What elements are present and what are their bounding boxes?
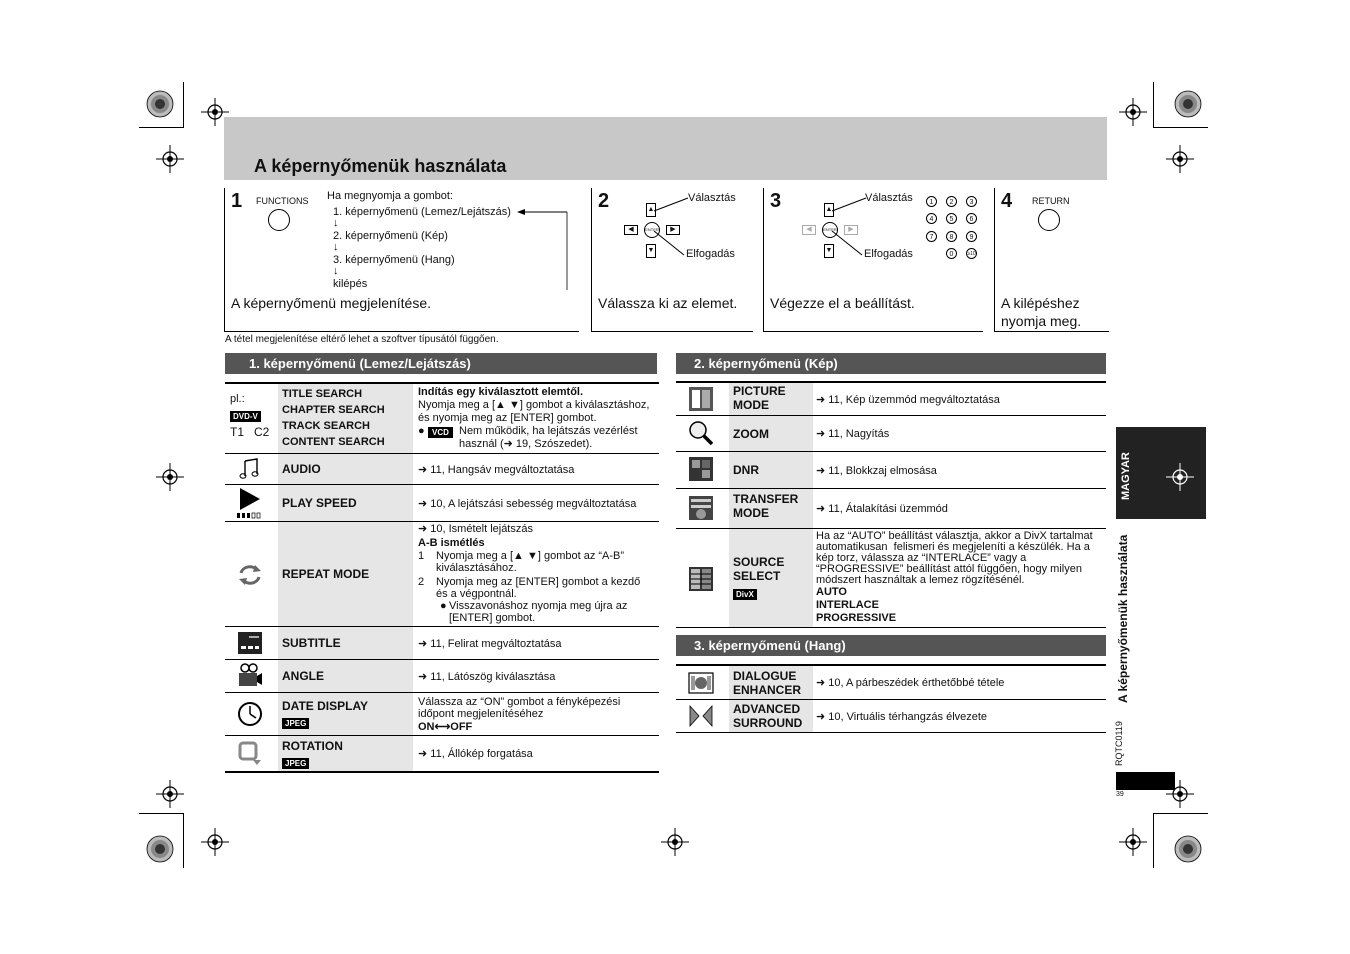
number-key-icon: 4 [926,213,937,224]
step-2-caption: Válassza ki az elemet. [598,295,738,311]
audio-label: AUDIO [278,454,413,484]
audio-desc: ➜ 11, Hangsáv megváltoztatása [418,463,575,476]
desc-line: Nem működik, ha lejátszás vezérlést [459,425,638,437]
desc-line: Ha az “AUTO” beállítást választja, akkor a DivX tartalmat [816,530,1093,542]
vcd-badge: VCD [428,427,453,438]
mode-label: MODE [733,506,769,520]
select-label: Választás [865,192,913,204]
step-num: 1 [418,550,425,562]
mode-label: MODE [733,398,769,412]
step-1-caption: A képernyőmenü megjelenítése. [231,295,432,311]
jpeg-badge: JPEG [282,758,309,769]
search-example [225,384,278,453]
table-row-dialogue-enhancer [676,666,1106,700]
music-note-icon [237,456,263,482]
transfer-mode-desc: ➜ 11, Átalakítási üzemmód [816,503,948,515]
table-row-rotation [225,736,659,771]
repeat-desc [418,522,659,626]
title-search: TITLE SEARCH [282,388,363,400]
desc-line: és a végpontnál. [436,588,517,600]
table-row-subtitle [225,627,659,660]
magnifier-icon [688,420,714,446]
source-label: SOURCE [733,555,785,569]
search-names [278,384,413,453]
step-number: 4 [1001,190,1013,212]
return-label: RETURN [1032,196,1070,206]
black-block [1116,772,1175,790]
desc-line: kép torz, válassza az “INTERLACE” vagy a [816,552,1027,564]
language-tab: MAGYAR [1120,452,1132,500]
subtitle-label: SUBTITLE [278,627,413,659]
desc-line: automatikusan felismeri és megjeleníti a készülék. Ha a [816,541,1090,553]
dialogue-enhancer-icon [688,670,714,696]
rotation-label: ROTATION [282,739,343,753]
number-key-icon: 7 [926,231,937,242]
example-prefix: pl.: [230,393,245,405]
transfer-mode-icon [688,495,714,521]
sequence-item: kilépés [333,278,368,290]
picture-label: PICTURE [733,384,786,398]
desc-line: Visszavonáshoz nyomja meg újra az [449,600,628,612]
down-key-icon: ▼ [824,244,834,258]
desc-line: Nyomja meg a [▲ ▼] gombot a kiválasztáshoz, [418,399,650,411]
bullet: ● [440,600,447,612]
bullet: ● [418,425,425,437]
step-1-intro: Ha megnyomja a gombot: [327,190,453,202]
enter-key-icon: ENTER [822,222,838,238]
right-key-icon: ▶ [666,225,680,235]
surround-cell [729,700,813,732]
jpeg-badge: JPEG [282,718,309,729]
step-4-caption-1: A kilépéshez [1001,295,1080,311]
number-key-icon: ≥10 [966,248,977,259]
step-3 [763,188,983,332]
clock-icon [237,701,263,727]
enhancer-label: ENHANCER [733,683,802,697]
source-select-desc [816,529,1106,627]
picture-mode-desc: ➜ 11, Kép üzemmód megváltoztatása [816,393,1000,406]
sequence-item: 3. képernyőmenü (Hang) [333,254,455,266]
table-row-transfer-mode [676,489,1106,529]
repeat-icon [237,562,263,588]
down-key-icon: ▼ [646,244,656,258]
table-row-source-select [676,529,1106,628]
step-2 [591,188,753,332]
camera-icon [237,663,263,689]
surround-desc: ➜ 10, Virtuális térhangzás élvezete [816,710,988,723]
enter-key-icon: ENTER [644,222,660,238]
document-code: RQTC0119 [1114,721,1124,766]
angle-desc: ➜ 11, Látószög kiválasztása [418,670,556,683]
step-4 [994,188,1109,332]
step-number: 3 [770,190,782,212]
select-label: Választás [688,192,736,204]
picture-mode-cell [729,383,813,415]
dvd-v-badge: DVD-V [230,411,261,422]
rotate-icon [237,740,263,766]
up-key-icon: ▲ [646,203,656,217]
desc-line: kiválasztásához. [436,562,517,574]
number-key-icon: 3 [966,196,977,207]
desc-line: [ENTER] gombot. [449,612,536,624]
zoom-label: ZOOM [729,416,813,451]
subtitle-icon [237,630,263,656]
step-3-caption: Végezze el a beállítást. [770,295,915,311]
up-key-icon: ▲ [824,203,834,217]
number-key-icon: 2 [946,196,957,207]
registration-mark [1166,463,1194,491]
chapter-search: CHAPTER SEARCH [282,404,385,416]
table-row-angle [225,660,659,693]
menu2-title: 2. képernyőmenü (Kép) [676,353,1106,374]
date-display-desc [418,693,659,735]
desc-line: használ (➜ 19, Szószedet). [459,438,593,450]
desc-line: Nyomja meg a [▲ ▼] gombot az “A-B” [436,550,625,562]
desc-line: ➜ 10, Ismételt lejátszás [418,523,533,535]
software-note: A tétel megjelenítése eltérő lehet a szoftver típusától függően. [225,334,499,345]
step-1 [224,188,579,332]
sequence-item: 1. képernyőmenü (Lemez/Lejátszás) [333,206,511,218]
table-row-date-display [225,693,659,736]
content-search: CONTENT SEARCH [282,436,385,448]
menu3-table [676,664,1106,732]
rotation-cell [278,736,413,771]
number-key-icon: 8 [946,231,957,242]
desc-line: Nyomja meg az [ENTER] gombot a kezdő [436,576,641,588]
functions-label: FUNCTIONS [256,196,309,206]
search-desc [418,384,659,453]
table-row-search [225,384,659,454]
desc-line: Válassza az “ON” gombot a fényképezési [418,696,621,708]
side-section-title: A képernyőmenük használata [1116,534,1130,703]
ab-title: A-B ismétlés [418,537,485,549]
number-key-icon: 0 [946,248,957,259]
subtitle-desc: ➜ 11, Felirat megváltoztatása [418,637,562,650]
date-display-cell [278,693,413,735]
source-select-icon [688,566,714,592]
dialogue-cell [729,666,813,699]
source-select-cell [729,529,813,627]
sequence-arrow: ↓ [333,217,339,229]
option-interlace: INTERLACE [816,599,879,611]
desc-bold: Indítás egy kiválasztott elemtől. [418,386,584,398]
angle-label: ANGLE [278,660,413,692]
sequence-arrow: ↓ [333,265,339,277]
table-row-play-speed [225,485,659,522]
step-number: 1 [231,190,243,212]
step-4-caption-2: nyomja meg. [1001,313,1082,329]
dnr-icon [688,456,714,482]
on-off-toggle: ON⟷OFF [418,721,473,733]
left-key-icon: ◀ [624,225,638,235]
number-key-icon: 6 [966,213,977,224]
number-key-icon: 5 [946,213,957,224]
sequence-item: 2. képernyőmenü (Kép) [333,230,448,242]
date-display-label: DATE DISPLAY [282,699,369,713]
sequence-arrow: ↓ [333,241,339,253]
desc-line: módszert használtak a lemez rögzítésénél. [816,574,1025,586]
select-label: SELECT [733,569,781,583]
dialogue-label: DIALOGUE [733,669,797,683]
page-number: 39 [1116,791,1124,798]
transfer-mode-cell [729,489,813,528]
play-speed-label: PLAY SPEED [278,485,413,521]
option-progressive: PROGRESSIVE [816,612,897,624]
menu1-table [225,382,659,773]
surround-icon [688,703,714,729]
table-row-advanced-surround [676,700,1106,733]
table-row-zoom [676,416,1106,452]
zoom-desc: ➜ 11, Nagyítás [816,428,890,440]
dnr-label: DNR [729,452,813,488]
play-icon [237,487,263,519]
menu1-title: 1. képernyőmenü (Lemez/Lejátszás) [225,353,657,374]
example-display: T1 C2 [230,425,270,439]
enter-label: Elfogadás [864,248,913,260]
right-key-icon: ▶ [844,225,858,235]
menu2-table [676,381,1106,628]
track-search: TRACK SEARCH [282,420,370,432]
desc-line: és nyomja meg az [ENTER] gombot. [418,412,597,424]
surround-label: SURROUND [733,716,803,730]
divx-badge: DivX [733,589,757,600]
repeat-label: REPEAT MODE [278,522,413,626]
play-speed-desc: ➜ 10, A lejátszási sebesség megváltoztatása [418,497,637,510]
enter-label: Elfogadás [686,248,735,260]
return-button-icon [1038,209,1060,231]
advanced-label: ADVANCED [733,702,801,716]
step-num: 2 [418,576,425,588]
transfer-label: TRANSFER [733,492,799,506]
rotation-desc: ➜ 11, Állókép forgatása [418,748,533,760]
number-key-icon: 9 [966,231,977,242]
menu3-title: 3. képernyőmenü (Hang) [676,635,1106,656]
option-auto: AUTO [816,586,847,598]
page-title: A képernyőmenük használata [254,156,507,176]
dnr-desc: ➜ 11, Blokkzaj elmosása [816,464,937,477]
table-row-repeat [225,522,659,627]
loop-arrow [515,208,571,293]
left-key-icon: ◀ [802,225,816,235]
functions-button-icon [268,209,290,231]
picture-mode-icon [688,386,714,412]
table-row-dnr [676,452,1106,489]
desc-line: időpont megjelenítéséhez [418,708,544,720]
desc-line: “PROGRESSIVE” beállítást attól függően, hogy milyen [816,563,1082,575]
table-row-picture-mode [676,383,1106,416]
number-key-icon: 1 [926,196,937,207]
table-row-audio [225,454,659,485]
step-number: 2 [598,190,610,212]
dialogue-desc: ➜ 10, A párbeszédek érthetőbbé tétele [816,677,1005,689]
